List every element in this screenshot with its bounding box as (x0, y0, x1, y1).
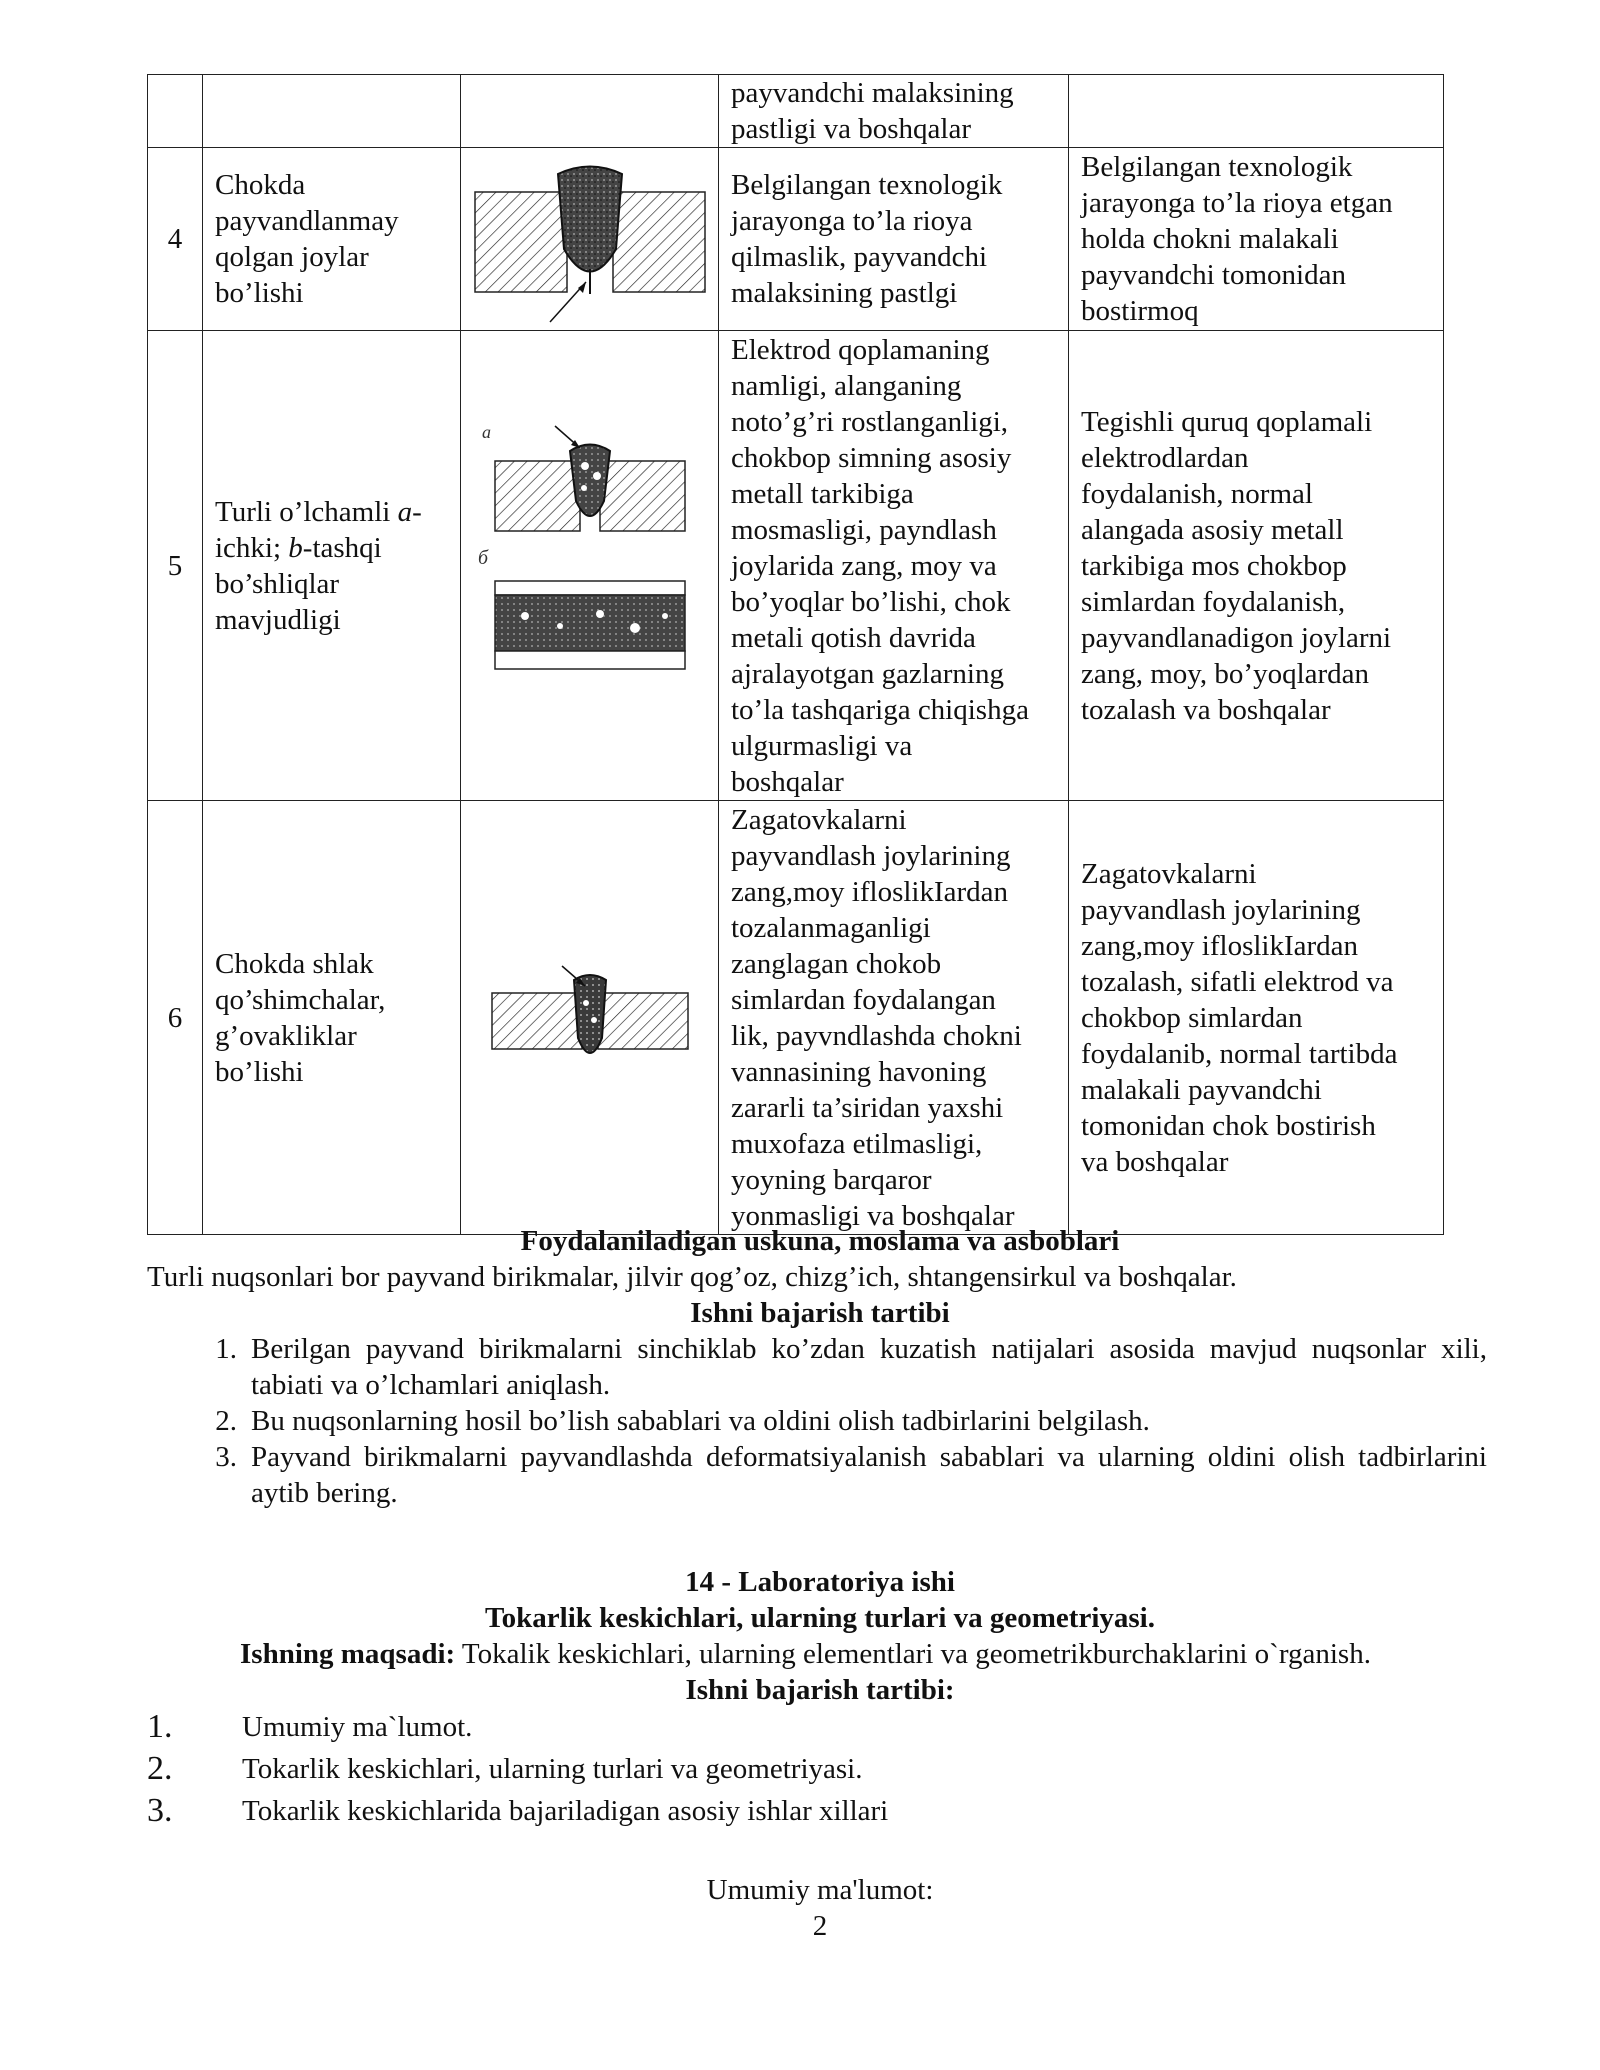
slag-inclusion-illustration (470, 958, 710, 1078)
goal-label: Ishning maqsadi: (240, 1638, 456, 1670)
equipment-heading: Foydalaniladigan uskuna, moslama va asboblari (520, 1225, 1120, 1257)
defect-figure (461, 801, 719, 1235)
list-number: 1. (147, 1708, 173, 1745)
lab-goal (240, 1636, 1371, 1672)
defect-name: Turli o’lchamli a- ichki; b-tashqi bo’shliqlar mavjudligi (203, 331, 461, 801)
procedure-list (147, 1331, 1487, 1511)
row-number: 6 (148, 801, 203, 1235)
defect-name: Chokda shlak qo’shimchalar, g’ovakliklar bo’lishi (203, 801, 461, 1235)
table-row (148, 75, 1444, 148)
page-number: 2 (812, 1910, 828, 1942)
defect-cause: Zagatovkalarni payvandlash joylarining zang,moy ifloslikIardan tozalanmaganligi zanglagan chokob simlardan foydalangan lik, payvndlashda chokni vannasining havoning zararli ta’siridan yaxshi muxofaza etilmasligi, yoyning barqaror yonmasligi va boshqalar (719, 801, 1069, 1235)
list-number: 3. (147, 1792, 173, 1829)
row-number: 4 (148, 148, 203, 331)
list-text: Bu nuqsonlarning hosil bo’lish sabablari va oldini olish tadbirlarini belgilash. (251, 1405, 1150, 1437)
equipment-text: Turli nuqsonlari bor payvand birikmalar, jilvir qog’oz, chizg’ich, shtangensirkul va boshqalar. (147, 1261, 1237, 1293)
list-text: Umumiy ma`lumot. (242, 1711, 473, 1743)
row-number: 5 (148, 331, 203, 801)
defect-cause: payvandchi malaksining pastligi va boshqalar (719, 75, 1069, 148)
row-number (148, 75, 203, 148)
defects-table (147, 74, 1444, 1235)
list-item (147, 1403, 1487, 1439)
defect-name (203, 75, 461, 148)
list-text: Payvand birikmalarni payvandlashda deformatsiyalanish sabablari va ularning oldini olish tadbirlarini aytib bering. (251, 1441, 1487, 1509)
defect-fix: Tegishli quruq qoplamali elektrodlardan foydalanish, normal alangada asosiy metall tarkibiga mos chokbop simlardan foydalanish, payvandlanadigon joylarni zang, moy, bo’yoqlardan tozalash va boshqalar (1069, 331, 1444, 801)
defect-figure (461, 331, 719, 801)
lab-steps-heading: Ishni bajarish tartibi: (685, 1674, 955, 1706)
list-text: Berilgan payvand birikmalarni sinchiklab ko’zdan kuzatish natijalari asosida mavjud nuqsonlar xili, tabiati va o’lchamlari aniqlash. (251, 1333, 1487, 1401)
porosity-illustration (470, 416, 710, 716)
goal-text: Tokalik keskichlari, ularning elementlari va geometrikburchaklarini o`rganish. (455, 1638, 1371, 1670)
list-text: Tokarlik keskichlari, ularning turlari va geometriyasi. (242, 1753, 863, 1785)
lab-title: Tokarlik keskichlari, ularning turlari va geometriyasi. (485, 1602, 1155, 1634)
defect-figure (461, 148, 719, 331)
defect-name: Chokda payvandlanmay qolgan joylar bo’lishi (203, 148, 461, 331)
table-row (148, 148, 1444, 331)
general-info-heading: Umumiy ma'lumot: (706, 1874, 934, 1906)
figure-label-a: a (481, 421, 491, 442)
list-item (147, 1439, 1487, 1511)
list-number: 3. (215, 1441, 237, 1473)
list-number: 2. (147, 1750, 173, 1787)
list-number: 1. (215, 1333, 237, 1365)
figure-label-b: б (477, 546, 488, 569)
defect-fix: Belgilangan texnologik jarayonga to’la rioya etgan holda chokni malakali payvandchi tomonidan bostirmoq (1069, 148, 1444, 331)
list-text: Tokarlik keskichlarida bajariladigan asosiy ishlar xillari (242, 1795, 889, 1827)
defect-cause: Belgilangan texnologik jarayonga to’la rioya qilmaslik, payvandchi malaksining pastlgi (719, 148, 1069, 331)
lab-number-title: 14 - Laboratoriya ishi (685, 1566, 955, 1598)
procedure-heading: Ishni bajarish tartibi (690, 1297, 950, 1329)
incomplete-penetration-illustration (470, 154, 710, 324)
table-row (148, 331, 1444, 801)
defect-figure (461, 75, 719, 148)
list-number: 2. (215, 1405, 237, 1437)
defect-fix (1069, 75, 1444, 148)
defect-cause: Elektrod qoplamaning namligi, alanganing noto’g’ri rostlanganligi, chokbop simning asosiy metall tarkibiga mosmasligi, payndlash joylarida zang, moy va bo’yoqlar bo’lishi, chok metali qotish davrida ajralayotgan gazlarning to’la tashqariga chiqishga ulgurmasligi va boshqalar (719, 331, 1069, 801)
defect-fix: Zagatovkalarni payvandlash joylarining zang,moy ifloslikIardan tozalash, sifatli elektrod va chokbop simlardan foydalanib, normal tartibda malakali payvandchi tomonidan chok bostirish va boshqalar (1069, 801, 1444, 1235)
list-item (147, 1331, 1487, 1403)
table-row (148, 801, 1444, 1235)
